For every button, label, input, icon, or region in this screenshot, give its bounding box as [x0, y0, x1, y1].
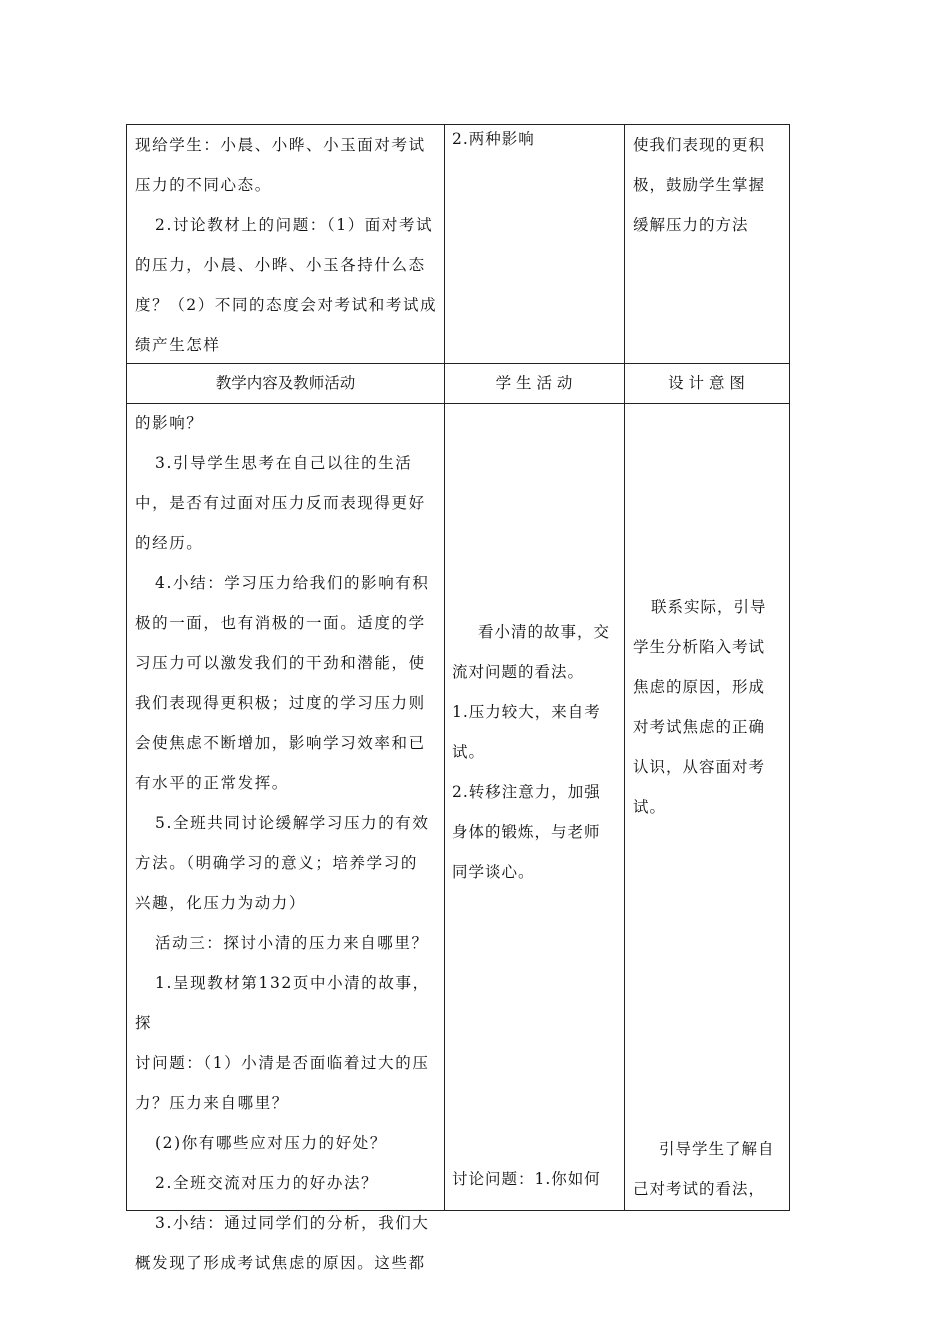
text-line: 概发现了形成考试焦虑的原因。这些都	[135, 1254, 426, 1272]
text-line: 4.小结：学习压力给我们的影响有积	[155, 574, 430, 592]
text-line: 缓解压力的方法	[633, 216, 749, 234]
text-line: 活动三：探讨小清的压力来自哪里？	[155, 934, 429, 952]
text-line: 流对问题的看法。	[452, 663, 585, 681]
text-line: 压力的不同心态。	[135, 176, 272, 194]
text-line: 讨论问题：1.你如何	[452, 1170, 601, 1188]
text-line: 3.引导学生思考在自己以往的生活	[155, 454, 413, 472]
lesson-plan-table	[126, 124, 790, 1272]
text-line: 引导学生了解自	[659, 1140, 775, 1158]
text-line: 兴趣，化压力为动力）	[135, 894, 307, 912]
text-line: (2)你有哪些应对压力的好处？	[155, 1134, 387, 1152]
row2-design-intent-2	[633, 1129, 789, 1209]
text-line: 试。	[633, 798, 667, 816]
header-teacher-activity: 教学内容及教师活动	[215, 374, 356, 392]
row1-teacher-activity	[135, 125, 440, 365]
text-line: 有水平的正常发挥。	[135, 774, 289, 792]
text-line: 1.呈现教材第132页中小清的故事，探	[135, 974, 430, 1032]
text-line: 认识，从容面对考	[633, 758, 766, 776]
text-line: 己对考试的看法，	[633, 1180, 766, 1198]
text-line: 力？压力来自哪里？	[135, 1094, 289, 1112]
column-divider	[444, 125, 445, 1210]
text-line: 的影响？	[135, 414, 204, 432]
column-divider	[624, 125, 625, 1210]
text-line: 5.全班共同讨论缓解学习压力的有效	[155, 814, 430, 832]
text-line: 学生分析陷入考试	[633, 638, 766, 656]
text-line: 看小清的故事，交	[478, 623, 611, 641]
text-line: 的压力，小晨、小晔、小玉各持什么态	[135, 256, 426, 274]
text-line: 试。	[452, 743, 486, 761]
text-line: 我们表现得更积极；过度的学习压力则	[135, 694, 426, 712]
text-line: 3.小结：通过同学们的分析，我们大	[155, 1214, 430, 1232]
text-line: 2.转移注意力，加强	[452, 783, 601, 801]
text-line: 讨问题：（1）小清是否面临着过大的压	[135, 1054, 430, 1072]
text-line: 焦虑的原因，形成	[633, 678, 766, 696]
header-student-activity: 学 生 活 动	[495, 374, 573, 392]
row2-design-intent-1	[633, 587, 789, 827]
text-line: 极的一面，也有消极的一面。适度的学	[135, 614, 426, 632]
text-line: 度？（2）不同的态度会对考试和考试成	[135, 296, 438, 314]
text-line: 使我们表现的更积	[633, 136, 766, 154]
text-line: 2.讨论教材上的问题：（1）面对考试	[155, 216, 434, 234]
header-design-intent: 设 计 意 图	[668, 374, 745, 392]
text-line: 1.压力较大，来自考	[452, 703, 601, 721]
row1-student-activity	[452, 125, 622, 153]
text-line: 身体的锻炼，与老师	[452, 823, 601, 841]
text-line: 现给学生：小晨、小晔、小玉面对考试	[135, 136, 426, 154]
text-line: 习压力可以激发我们的干劲和潜能，使	[135, 654, 426, 672]
row2-teacher-activity	[135, 403, 440, 1283]
text-line: 对考试焦虑的正确	[633, 718, 766, 736]
text-line: 2.两种影响	[452, 130, 535, 148]
row2-student-activity-discussion	[452, 1159, 622, 1199]
text-line: 中，是否有过面对压力反而表现得更好	[135, 494, 426, 512]
row2-student-activity-story	[452, 612, 622, 892]
text-line: 的经历。	[135, 534, 204, 552]
text-line: 同学谈心。	[452, 863, 535, 881]
text-line: 绩产生怎样	[135, 336, 221, 354]
text-line: 极，鼓励学生掌握	[633, 176, 766, 194]
row1-design-intent	[633, 125, 789, 245]
text-line: 方法。（明确学习的意义；培养学习的	[135, 854, 418, 872]
text-line: 会使焦虑不断增加，影响学习效率和已	[135, 734, 426, 752]
text-line: 联系实际，引导	[651, 598, 767, 616]
text-line: 2.全班交流对压力的好办法？	[155, 1174, 379, 1192]
